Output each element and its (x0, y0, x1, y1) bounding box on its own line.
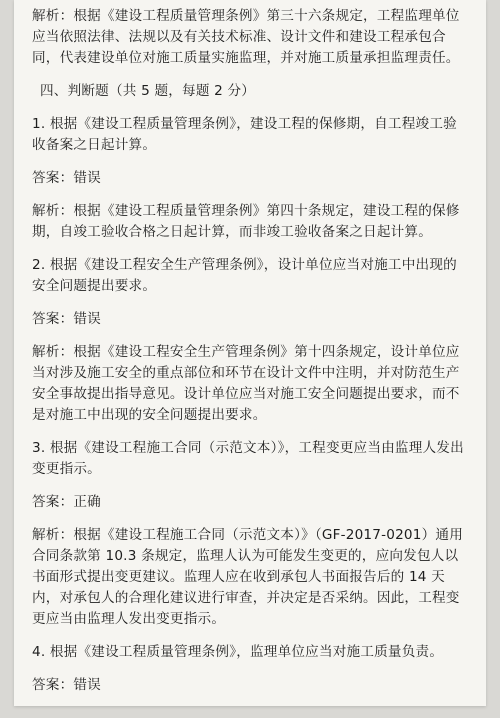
analysis-3: 解析：根据《建设工程施工合同（示范文本）》（GF-2017-0201）通用合同条款第 10.3 条规定，监理人认为可能发生变更的，应向发包人以书面形式提出变更建议。监理人应在收到承包人书面报告后的 14 天内，对承包人的合理化建议进行审查，并决定是否采纳。因此，工程变更应当由监理人发出变更指示。 (32, 527, 463, 627)
analysis-2: 解析：根据《建设工程安全生产管理条例》第十四条规定，设计单位应当对涉及施工安全的重点部位和环节在设计文件中注明，并对防范生产安全事故提出指导意见。设计单位应当对施工安全问题提出要求，而不是对施工中出现的安全问题提出要求。 (32, 344, 460, 423)
analysis-paragraph: 解析：根据《建设工程质量管理条例》第三十六条规定，工程监理单位应当依照法律、法规以及有关技术标准、设计文件和建设工程承包合同，代表建设单位对施工质量实施监理，并对施工质量承担监理责任。 (32, 8, 460, 66)
analysis-1: 解析：根据《建设工程质量管理条例》第四十条规定，建设工程的保修期，自竣工验收合格之日起计算，而非竣工验收备案之日起计算。 (32, 203, 460, 240)
document-page (14, 0, 486, 706)
question-2: 2. 根据《建设工程安全生产管理条例》，设计单位应当对施工中出现的安全问题提出要求。 (32, 257, 457, 294)
answer-4: 答案：错误 (32, 677, 101, 693)
question-3: 3. 根据《建设工程施工合同（示范文本）》，工程变更应当由监理人发出变更指示。 (32, 440, 464, 477)
question-1: 1. 根据《建设工程质量管理条例》，建设工程的保修期，自工程竣工验收备案之日起计算。 (32, 116, 457, 153)
answer-1: 答案：错误 (32, 170, 101, 186)
document-content (14, 0, 486, 696)
answer-3: 答案：正确 (32, 494, 101, 510)
answer-2: 答案：错误 (32, 311, 101, 327)
section-title: 四、判断题（共 5 题，每题 2 分） (40, 83, 256, 99)
question-4: 4. 根据《建设工程质量管理条例》，监理单位应当对施工质量负责。 (32, 644, 444, 660)
